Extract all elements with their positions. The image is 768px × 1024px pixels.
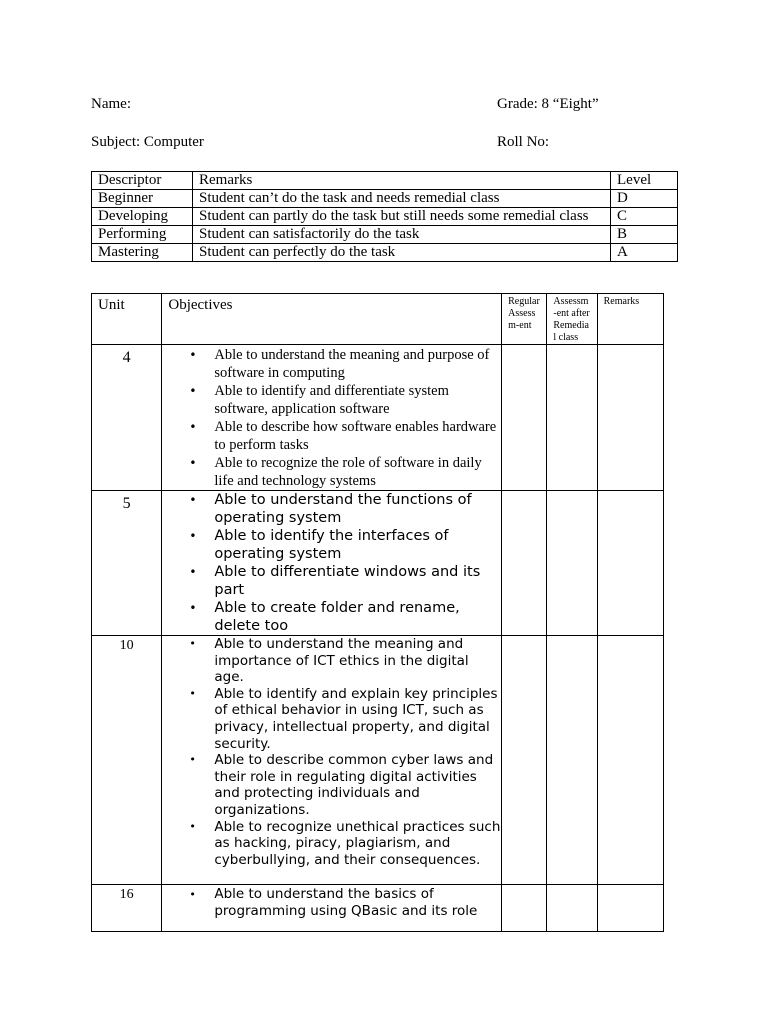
objective-text: Able to identify and explain key principles of ethical behavior in using ICT, such as privacy, intellectual property, and digital security. <box>214 685 498 752</box>
bullet-icon: • <box>189 888 196 901</box>
table-row <box>92 208 678 226</box>
objective-text: Able to recognize unethical practices such as hacking, piracy, plagiarism, and cyberbullying, and their consequences. <box>214 818 501 868</box>
level-cell: C <box>611 208 678 226</box>
assessment-after-remedial-cell[interactable] <box>547 636 597 885</box>
level-cell: A <box>611 244 678 262</box>
regular-assessment-cell[interactable] <box>502 636 547 885</box>
unit-number: 16 <box>92 885 162 932</box>
objective-text: Able to understand the meaning and purpose of software in computing <box>214 347 490 381</box>
regular-assessment-cell[interactable] <box>502 885 547 932</box>
unit-header: Unit <box>92 294 162 345</box>
objectives-list <box>162 346 501 490</box>
bullet-icon: • <box>189 384 197 398</box>
bullet-icon: • <box>189 686 196 700</box>
remarks-cell[interactable] <box>597 491 663 636</box>
bullet-icon: • <box>189 753 196 767</box>
unit-number: 10 <box>92 636 162 885</box>
remarks-cell: Student can satisfactorily do the task <box>193 226 611 244</box>
bullet-icon: • <box>189 601 197 615</box>
objective-item <box>162 686 501 752</box>
objectives-header-row <box>92 294 664 345</box>
regular-assessment-cell[interactable] <box>502 491 547 636</box>
descriptor-header: Descriptor <box>92 172 193 190</box>
objective-text: Able to differentiate windows and its part <box>214 564 481 598</box>
objective-text: Able to create folder and rename, delete too <box>214 600 460 634</box>
regular-assessment-header: Regular Assess m-ent <box>502 294 547 345</box>
objective-item <box>162 491 501 527</box>
assessment-after-remedial-cell[interactable] <box>547 345 597 491</box>
objective-text: Able to identify the interfaces of operating system <box>214 528 449 562</box>
objective-text: Able to recognize the role of software in daily life and technology systems <box>214 455 482 489</box>
remarks-cell: Student can’t do the task and needs remedial class <box>193 190 611 208</box>
objective-item <box>162 346 501 382</box>
bullet-icon: • <box>189 529 197 543</box>
objectives-list <box>162 886 501 920</box>
regular-assessment-cell[interactable] <box>502 345 547 491</box>
objective-text: Able to understand the functions of operating system <box>214 492 472 526</box>
objective-text: Able to describe common cyber laws and their role in regulating digital activities and protecting individuals and organizations. <box>214 752 494 818</box>
remarks-cell: Student can perfectly do the task <box>193 244 611 262</box>
unit-number: 4 <box>92 345 162 491</box>
remarks-header: Remarks <box>193 172 611 190</box>
descriptor-cell: Developing <box>92 208 193 226</box>
bullet-icon: • <box>189 637 196 650</box>
bullet-icon: • <box>189 565 197 579</box>
objectives-header: Objectives <box>162 294 502 345</box>
objective-item <box>162 886 501 920</box>
table-row <box>92 226 678 244</box>
objective-item <box>162 563 501 599</box>
objective-item <box>162 752 501 818</box>
bullet-icon: • <box>189 420 197 434</box>
grade-label: Grade: 8 “Eight” <box>497 96 599 112</box>
objectives-cell <box>162 345 502 491</box>
objective-item <box>162 527 501 563</box>
objective-item <box>162 454 501 490</box>
table-row <box>92 190 678 208</box>
objectives-list <box>162 491 501 635</box>
objectives-table <box>91 293 664 932</box>
objective-item <box>162 819 501 869</box>
level-cell: D <box>611 190 678 208</box>
bullet-icon: • <box>189 493 197 507</box>
table-row <box>92 244 678 262</box>
bullet-icon: • <box>189 456 197 470</box>
assessment-after-remedial-cell[interactable] <box>547 491 597 636</box>
objective-text: Able to describe how software enables hardware to perform tasks <box>214 419 497 453</box>
table-row <box>92 345 664 491</box>
objective-item <box>162 418 501 454</box>
objectives-cell <box>162 636 502 885</box>
remarks-cell[interactable] <box>597 345 663 491</box>
assessment-after-remedial-header: Assessm -ent after Remedia l class <box>547 294 597 345</box>
unit-number: 5 <box>92 491 162 636</box>
descriptor-table <box>91 171 678 262</box>
remarks-header: Remarks <box>597 294 663 345</box>
objectives-cell <box>162 491 502 636</box>
objective-item <box>162 599 501 635</box>
roll-no-label: Roll No: <box>497 134 550 150</box>
bullet-icon: • <box>189 348 197 362</box>
descriptor-cell: Beginner <box>92 190 193 208</box>
descriptor-header-row <box>92 172 678 190</box>
remarks-cell: Student can partly do the task but still needs some remedial class <box>193 208 611 226</box>
bullet-icon: • <box>189 819 196 833</box>
remarks-cell[interactable] <box>597 636 663 885</box>
objective-text: Able to understand the basics of programming using QBasic and its role <box>214 886 478 919</box>
objective-text: Able to identify and differentiate system software, application software <box>214 383 449 417</box>
objectives-list <box>162 636 501 868</box>
objective-item <box>162 382 501 418</box>
remarks-cell[interactable] <box>597 885 663 932</box>
assessment-after-remedial-cell[interactable] <box>547 885 597 932</box>
level-header: Level <box>611 172 678 190</box>
descriptor-cell: Mastering <box>92 244 193 262</box>
table-row <box>92 636 664 885</box>
descriptor-cell: Performing <box>92 226 193 244</box>
table-row <box>92 491 664 636</box>
objective-item <box>162 636 501 686</box>
objective-text: Able to understand the meaning and importance of ICT ethics in the digital age. <box>214 636 469 686</box>
subject-label: Subject: Computer <box>91 134 204 150</box>
table-row <box>92 885 664 932</box>
name-label: Name: <box>91 96 131 112</box>
objectives-cell <box>162 885 502 932</box>
level-cell: B <box>611 226 678 244</box>
